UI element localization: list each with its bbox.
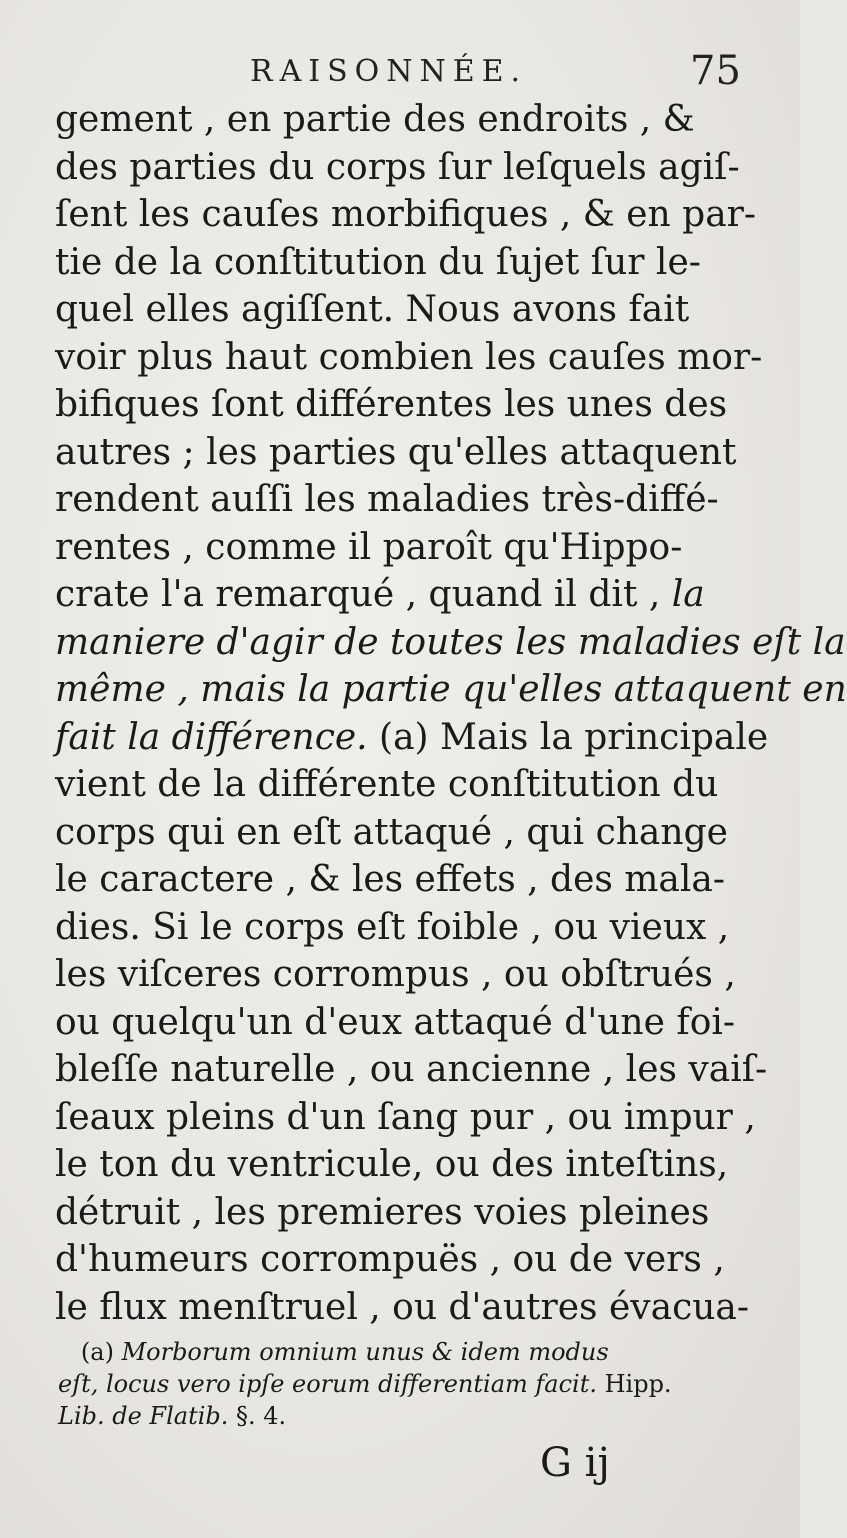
text-line: des parties du corps ſur leſquels agiſ-: [55, 146, 740, 188]
running-title: RAISONNÉE.: [250, 54, 528, 89]
italic-quote: la: [671, 574, 705, 615]
footnote-text-roman: Hipp.: [596, 1370, 672, 1398]
text-line: tie de la conſtitution du ſujet ſur le-: [55, 241, 701, 283]
text-line: voir plus haut combien les cauſes mor-: [55, 336, 763, 378]
footnote-text-roman: §. 4.: [228, 1402, 287, 1430]
italic-quote-line: maniere d'agir de toutes les maladies eſt la: [55, 621, 846, 663]
footnote-line: [58, 1368, 758, 1400]
footnote-text: Morborum omnium unus & idem modus: [113, 1338, 609, 1366]
footnote-line: [58, 1336, 758, 1368]
page-number: 75: [690, 48, 741, 94]
text-line: le caractere , & les effets , des mala-: [55, 859, 726, 900]
text-line: corps qui en eſt attaqué , qui change: [55, 811, 728, 853]
footnote-text: Lib. de Flatib.: [58, 1402, 229, 1430]
italic-quote-line: même , mais la partie qu'elles attaquent en: [55, 669, 847, 710]
italic-quote: fait la différence.: [55, 716, 368, 758]
text-line: ſeaux pleins d'un ſang pur , ou impur ,: [55, 1096, 756, 1138]
signature-mark: G ij: [540, 1440, 610, 1486]
body-text: [55, 96, 847, 1331]
text-line: ou quelqu'un d'eux attaqué d'une foi-: [55, 1001, 736, 1043]
text-line: rendent auſſi les maladies très-diffé-: [55, 479, 719, 520]
text-line: les viſceres corrompus , ou obſtrués ,: [55, 954, 736, 995]
text-line: autres ; les parties qu'elles attaquent: [55, 431, 737, 473]
text-line-roman: (a) Mais la principale: [367, 716, 769, 758]
page-header: [0, 48, 800, 98]
text-line: dies. Si le corps eſt foible , ou vieux ,: [55, 906, 730, 948]
footnote-text: eſt, locus vero ipſe eorum differentiam facit.: [58, 1370, 597, 1398]
text-line: quel elles agiſſent. Nous avons fait: [55, 289, 690, 330]
text-line: [55, 571, 755, 619]
text-line: vient de la différente conſtitution du: [55, 764, 719, 805]
footnote: [58, 1336, 758, 1432]
text-line: bifiques ſont différentes les unes des: [55, 384, 728, 425]
text-line: ſent les cauſes morbifiques , & en par-: [55, 194, 757, 235]
text-line: gement , en partie des endroits , &: [55, 99, 695, 140]
text-line: le ton du ventricule, ou des inteſtins,: [55, 1144, 729, 1185]
text-line: [55, 714, 769, 762]
text-line: détruit , les premieres voies pleines: [55, 1191, 710, 1233]
text-line: bleſſe naturelle , ou ancienne , les vaiſ-: [55, 1049, 768, 1090]
text-line-roman: crate l'a remarqué , quand il dit ,: [55, 574, 661, 615]
footnote-line: [58, 1400, 758, 1432]
text-line: d'humeurs corrompuës , ou de vers ,: [55, 1239, 725, 1280]
text-line: le flux menſtruel , ou d'autres évacua-: [55, 1286, 750, 1328]
footnote-marker: (a): [80, 1338, 114, 1366]
text-line: rentes , comme il paroît qu'Hippo-: [55, 526, 683, 568]
